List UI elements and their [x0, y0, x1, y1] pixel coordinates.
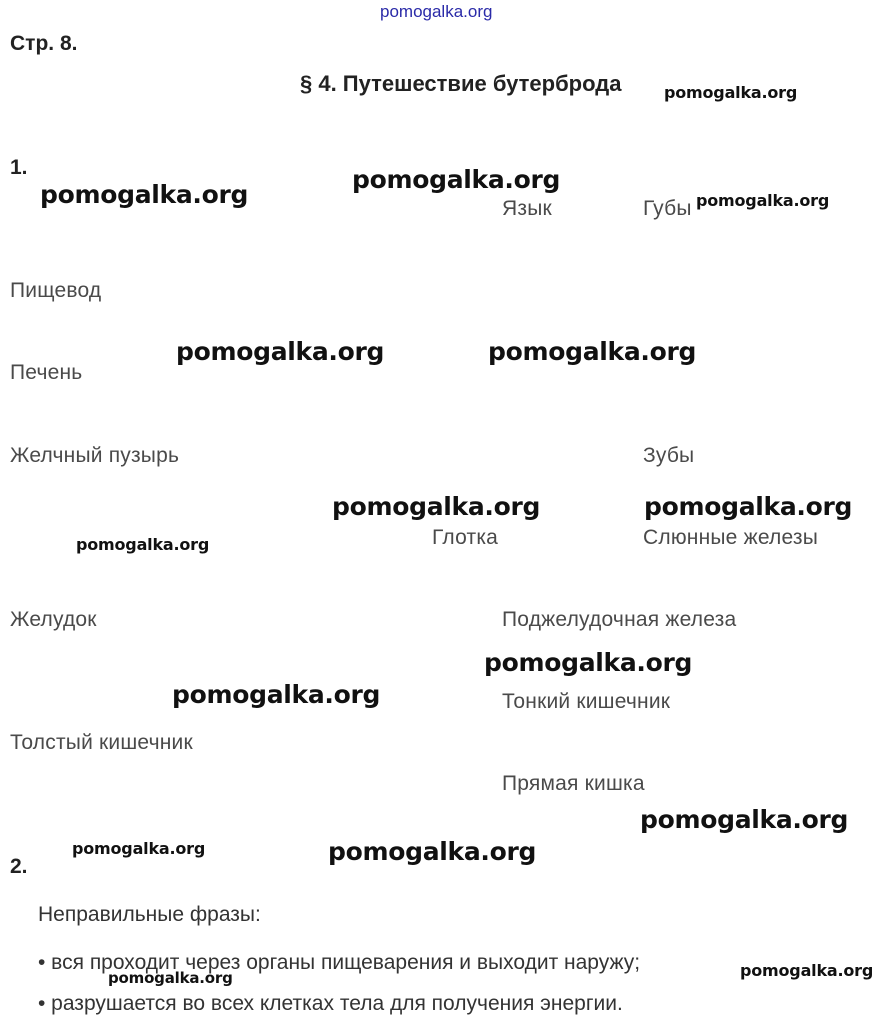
label-gallbladder: Желчный пузырь — [10, 444, 180, 467]
label-salivary-glands: Слюнные железы — [643, 526, 818, 549]
label-rectum: Прямая кишка — [502, 772, 645, 795]
label-lips: Губы — [643, 197, 692, 220]
watermark-top: pomogalka.org — [380, 2, 493, 21]
label-pharynx: Глотка — [432, 526, 499, 549]
label-tongue: Язык — [502, 197, 552, 220]
label-esophagus: Пищевод — [10, 279, 102, 302]
watermark: pomogalka.org — [696, 191, 830, 210]
label-liver: Печень — [10, 361, 83, 384]
watermark: pomogalka.org — [332, 492, 541, 521]
task-2-item: • разрушается во всех клетках тела для получения энергии. — [38, 992, 623, 1015]
label-large-intestine: Толстый кишечник — [10, 731, 193, 754]
watermark: pomogalka.org — [740, 961, 874, 980]
watermark: pomogalka.org — [108, 969, 233, 987]
watermark: pomogalka.org — [664, 83, 798, 102]
watermark: pomogalka.org — [328, 837, 537, 866]
watermark: pomogalka.org — [72, 839, 206, 858]
page-number: Стр. 8. — [10, 32, 78, 55]
watermark: pomogalka.org — [352, 165, 561, 194]
label-stomach: Желудок — [10, 608, 97, 631]
label-small-intestine: Тонкий кишечник — [502, 690, 671, 713]
page-title: § 4. Путешествие бутерброда — [300, 71, 622, 96]
watermark: pomogalka.org — [640, 805, 849, 834]
task-2-heading: Неправильные фразы: — [38, 903, 261, 926]
task-2-number: 2. — [10, 855, 28, 878]
watermark: pomogalka.org — [484, 648, 693, 677]
label-teeth: Зубы — [643, 444, 695, 467]
watermark: pomogalka.org — [176, 337, 385, 366]
task-2-item: • вся проходит через органы пищеварения и выходит наружу; — [38, 951, 641, 974]
watermark: pomogalka.org — [644, 492, 853, 521]
watermark: pomogalka.org — [76, 535, 210, 554]
watermark: pomogalka.org — [172, 680, 381, 709]
watermark: pomogalka.org — [488, 337, 697, 366]
task-1-number: 1. — [10, 156, 28, 179]
watermark: pomogalka.org — [40, 180, 249, 209]
label-pancreas: Поджелудочная железа — [502, 608, 737, 631]
